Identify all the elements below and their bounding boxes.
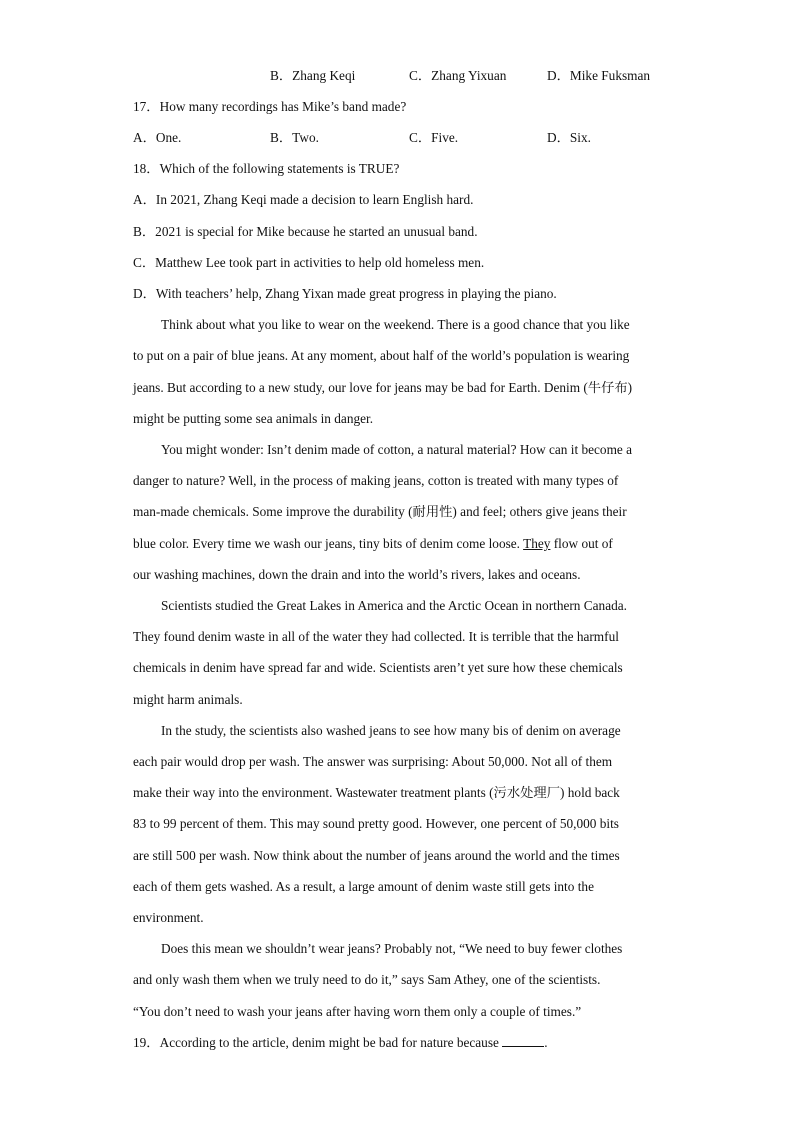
q16-option-d[interactable]: D．Mike Fuksman [547, 68, 651, 83]
passage-line: environment. [133, 910, 204, 925]
q18-stem: 18．Which of the following statements is TRUE? [133, 161, 400, 176]
passage-line: each of them gets washed. As a result, a large amount of denim waste still gets into the [133, 879, 594, 894]
answer-blank[interactable] [502, 1034, 544, 1047]
passage-line [133, 534, 663, 554]
passage-line: might be putting some sea animals in danger. [133, 411, 374, 426]
passage-line: and only wash them when we truly need to do it,” says Sam Athey, one of the scientists. [133, 972, 601, 987]
q18-option-b[interactable]: B．2021 is special for Mike because he started an unusual band. [133, 224, 478, 239]
passage-text: blue color. Every time we wash our jeans, tiny bits of denim come loose. [133, 536, 520, 551]
q17-option-c[interactable]: C．Five. [409, 130, 459, 145]
passage-line: 83 to 99 percent of them. This may sound pretty good. However, one percent of 50,000 bits [133, 816, 619, 831]
passage-line: are still 500 per wash. Now think about the number of jeans around the world and the times [133, 848, 620, 863]
q16-option-c[interactable]: C．Zhang Yixuan [409, 68, 507, 83]
q18-option-c[interactable]: C．Matthew Lee took part in activities to help old homeless men. [133, 255, 485, 270]
q19-stem-end: . [544, 1035, 548, 1050]
passage-line: In the study, the scientists also washed jeans to see how many bis of denim on average [161, 723, 621, 738]
q17-option-d[interactable]: D．Six. [547, 130, 591, 145]
passage-line: chemicals in denim have spread far and wide. Scientists aren’t yet sure how these chemicals [133, 660, 623, 675]
passage-line: They found denim waste in all of the water they had collected. It is terrible that the harmful [133, 629, 619, 644]
q19-stem [133, 1033, 663, 1053]
passage-line: our washing machines, down the drain and into the world’s rivers, lakes and oceans. [133, 567, 581, 582]
passage-line: danger to nature? Well, in the process of making jeans, cotton is treated with many types of [133, 473, 619, 488]
q18-option-a[interactable]: A．In 2021, Zhang Keqi made a decision to learn English hard. [133, 192, 474, 207]
passage-line: jeans. But according to a new study, our love for jeans may be bad for Earth. Denim (牛仔布) [133, 380, 633, 395]
underlined-word-they: They [523, 536, 551, 551]
q18-option-d[interactable]: D．With teachers’ help, Zhang Yixan made great progress in playing the piano. [133, 286, 557, 301]
passage-line: You might wonder: Isn’t denim made of cotton, a natural material? How can it become a [161, 442, 633, 457]
passage-text: flow out of [550, 536, 613, 551]
passage-line: to put on a pair of blue jeans. At any moment, about half of the world’s population is wearing [133, 348, 630, 363]
q17-option-a[interactable]: A．One. [133, 130, 182, 145]
q17-option-b[interactable]: B．Two. [270, 130, 319, 145]
passage-line: Scientists studied the Great Lakes in America and the Arctic Ocean in northern Canada. [161, 598, 627, 613]
q17-stem: 17．How many recordings has Mike’s band made? [133, 99, 407, 114]
passage-line: make their way into the environment. Wastewater treatment plants (污水处理厂) hold back [133, 785, 620, 800]
passage-line: Think about what you like to wear on the weekend. There is a good chance that you like [161, 317, 630, 332]
passage-line: each pair would drop per wash. The answer was surprising: About 50,000. Not all of them [133, 754, 613, 769]
q19-stem-text: 19．According to the article, denim might be bad for nature because [133, 1035, 499, 1050]
q16-option-b[interactable]: B．Zhang Keqi [270, 68, 356, 83]
passage-line: man-made chemicals. Some improve the durability (耐用性) and feel; others give jeans their [133, 504, 627, 519]
passage-line: “You don’t need to wash your jeans after having worn them only a couple of times.” [133, 1004, 582, 1019]
passage-line: Does this mean we shouldn’t wear jeans? Probably not, “We need to buy fewer clothes [161, 941, 623, 956]
passage-line: might harm animals. [133, 692, 243, 707]
